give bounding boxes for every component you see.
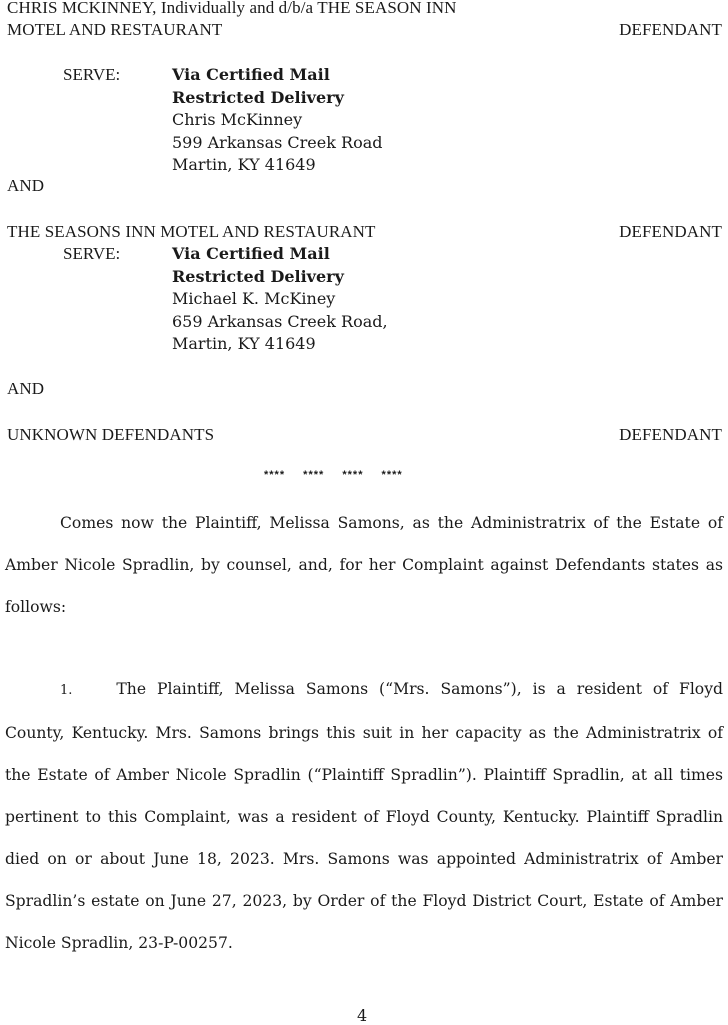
defendant-1-name-line1: CHRIS MCKINNEY, Individually and d/b/a THE SEASON INN [7, 0, 457, 17]
defendant-1-serve-label: SERVE: [63, 65, 121, 84]
serve-method-line: Restricted Delivery [172, 266, 344, 286]
serve-address-name: Chris McKinney [172, 110, 303, 129]
defendant-2-name: THE SEASONS INN MOTEL AND RESTAURANT [7, 222, 376, 241]
defendant-1-serve-block [172, 64, 382, 177]
intro-paragraph-text: Comes now the Plaintiff, Melissa Samons, as the Administratrix of the Estate of Amber Nicole Spradlin, by counsel, and, for her Complaint against Defendants states as follows: [5, 514, 723, 616]
conjunction-and-1: AND [7, 176, 45, 195]
paragraph-number: 1. [60, 683, 73, 698]
serve-address-city: Martin, KY 41649 [172, 155, 316, 174]
defendant-3-name: UNKNOWN DEFENDANTS [7, 425, 215, 444]
defendant-2-serve-label: SERVE: [63, 244, 121, 263]
section-separator: **** **** **** **** [264, 469, 403, 481]
defendant-2-serve-block [172, 243, 388, 356]
serve-address-street: 659 Arkansas Creek Road, [172, 311, 388, 331]
defendant-1-role: DEFENDANT [619, 20, 722, 39]
serve-method-line: Via Certified Mail [172, 65, 330, 84]
serve-method-line: Restricted Delivery [172, 87, 344, 107]
intro-paragraph [5, 502, 723, 628]
serve-address-name: Michael K. McKiney [172, 289, 336, 308]
paragraph-1-text: The Plaintiff, Melissa Samons (“Mrs. Samons”), is a resident of Floyd County, Kentucky. Mrs. Samons brings this suit in her capacity as the Administratrix of the Estate of Amber Nicole Spradlin (“Plaintiff Spradlin”). Plaintiff Spradlin, at all times pertinent to this Complaint, was a resident of Floyd County, Kentucky. Plaintiff Spradlin died on or about June 18, 2023. Mrs. Samons was appointed Administratrix of Amber Spradlin’s estate on June 27, 2023, by Order of the Floyd District Court, Estate of Amber Nicole Spradlin, 23-P-00257. [5, 680, 723, 952]
serve-method-line: Via Certified Mail [172, 244, 330, 263]
defendant-3-role: DEFENDANT [619, 425, 722, 444]
serve-address-city: Martin, KY 41649 [172, 334, 316, 353]
defendant-1-name-line2: MOTEL AND RESTAURANT [7, 20, 223, 39]
defendant-2-role: DEFENDANT [619, 222, 722, 241]
conjunction-and-2: AND [7, 379, 45, 398]
serve-address-street: 599 Arkansas Creek Road [172, 132, 383, 152]
page-number: 4 [357, 1006, 368, 1025]
numbered-paragraph-1 [5, 668, 723, 964]
